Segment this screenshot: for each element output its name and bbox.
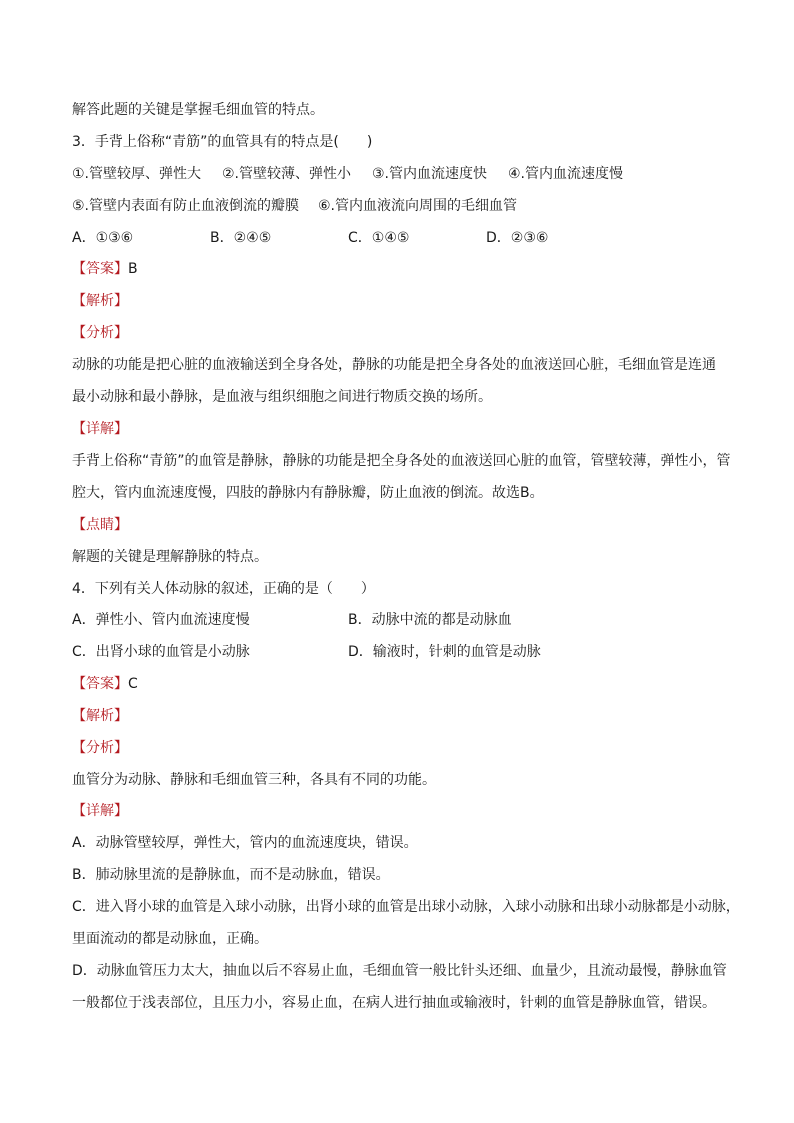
q3-answer — [72, 259, 138, 279]
q4-answer-value: C — [128, 676, 138, 692]
q3-fenxi-line-2: 最小动脉和最小静脉，是血液与组织细胞之间进行物质交换的场所。 — [72, 389, 492, 405]
q4-option-b: B．动脉中流的都是动脉血 — [348, 612, 512, 628]
q4-jiexi-label: 【解析】 — [72, 708, 128, 724]
q3-feature-2: ②.管壁较薄、弹性小 — [222, 166, 352, 182]
q4-fenxi-label: 【分析】 — [72, 740, 128, 756]
q3-options — [72, 228, 732, 248]
q4-xiangjie-label: 【详解】 — [72, 803, 128, 819]
q4-fenxi-text: 血管分为动脉、静脉和毛细血管三种，各具有不同的功能。 — [72, 772, 436, 788]
q3-feature-4: ④.管内血流速度慢 — [508, 166, 624, 182]
q3-xiangjie-line-1: 手背上俗称“青筋”的血管是静脉，静脉的功能是把全身各处的血液送回心脏的血管，管壁较薄，弹性小，管 — [72, 453, 731, 469]
q4-stem: 4．下列有关人体动脉的叙述，正确的是（ ） — [72, 581, 375, 597]
q3-feature-5: ⑤.管壁内表面有防止血液倒流的瓣膜 — [72, 198, 300, 214]
q3-feature-6: ⑥.管内血液流向周围的毛细血管 — [318, 198, 518, 214]
q3-answer-value: B — [128, 261, 138, 277]
q3-stem: 3．手背上俗称“青筋”的血管具有的特点是( ) — [72, 134, 373, 150]
q3-fenxi-label: 【分析】 — [72, 325, 128, 341]
q3-fenxi-line-1: 动脉的功能是把心脏的血液输送到全身各处，静脉的功能是把全身各处的血液送回心脏，毛细血管是连通 — [72, 357, 716, 373]
q3-option-d: D．②③⑥ — [486, 230, 549, 246]
q3-xiangjie-label: 【详解】 — [72, 421, 128, 437]
q3-dianjing-text: 解题的关键是理解静脉的特点。 — [72, 549, 268, 565]
q4-xiangjie-line-6: 一般都位于浅表部位，且压力小，容易止血，在病人进行抽血或输液时，针刺的血管是静脉血管，错误。 — [72, 995, 716, 1011]
q3-features-row2 — [72, 196, 732, 216]
q3-option-a: A．①③⑥ — [72, 230, 134, 246]
q3-dianjing-label: 【点睛】 — [72, 517, 128, 533]
q3-feature-1: ①.管壁较厚、弹性大 — [72, 166, 202, 182]
intro-text: 解答此题的关键是掌握毛细血管的特点。 — [72, 102, 324, 118]
q4-xiangjie-line-5: D．动脉血管压力太大，抽血以后不容易止血，毛细血管一般比针头还细、血量少，且流动最慢，静脉血管 — [72, 963, 727, 979]
q3-xiangjie-line-2: 腔大，管内血流速度慢，四肢的静脉内有静脉瓣，防止血液的倒流。故选B。 — [72, 485, 544, 501]
q4-xiangjie-line-4: 里面流动的都是动脉血，正确。 — [72, 931, 268, 947]
q4-option-a: A．弹性小、管内血流速度慢 — [72, 612, 250, 628]
q4-xiangjie-line-3: C．进入肾小球的血管是入球小动脉，出肾小球的血管是出球小动脉，入球小动脉和出球小动脉都是小动脉， — [72, 899, 740, 915]
q4-option-d: D．输液时，针刺的血管是动脉 — [348, 644, 541, 660]
q4-option-c: C．出肾小球的血管是小动脉 — [72, 644, 250, 660]
q4-xiangjie-line-1: A．动脉管壁较厚，弹性大，管内的血流速度块，错误。 — [72, 835, 418, 851]
q4-answer-label: 【答案】 — [72, 676, 128, 692]
q3-feature-3: ③.管内血流速度快 — [372, 166, 488, 182]
q3-option-b: B．②④⑤ — [210, 230, 272, 246]
q3-features-row1 — [72, 164, 732, 184]
q4-xiangjie-line-2: B．肺动脉里流的是静脉血，而不是动脉血，错误。 — [72, 867, 390, 883]
q4-answer — [72, 674, 138, 694]
q3-jiexi-label: 【解析】 — [72, 293, 128, 309]
q3-answer-label: 【答案】 — [72, 261, 128, 277]
q3-option-c: C．①④⑤ — [348, 230, 410, 246]
q4-options-row1 — [72, 610, 732, 630]
q4-options-row2 — [72, 642, 732, 662]
